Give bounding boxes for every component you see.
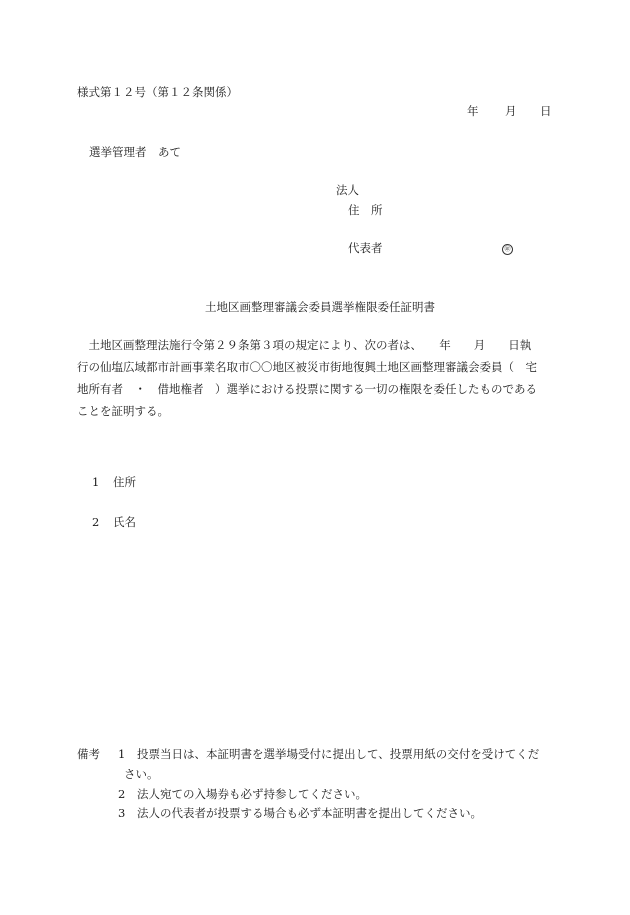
corporation-address-label: 住 所	[348, 203, 383, 217]
item-label-name: 氏名	[113, 515, 136, 529]
item-number: 1	[92, 475, 100, 489]
note-text: 法人の代表者が投票する場合も必ず本証明書を提出してください。	[137, 806, 482, 820]
form-number: 様式第１２号（第１２条関係）	[77, 85, 238, 99]
remarks-label: 備考	[77, 747, 100, 761]
addressee: 選挙管理者 あて	[89, 145, 181, 159]
item-number: 2	[92, 515, 100, 529]
body-line: 地所有者 ・ 借地権者 ）選挙における投票に関する一切の権限を委任したものである	[77, 382, 537, 396]
body-line: ことを証明する。	[77, 404, 169, 418]
date-month: 月	[505, 104, 517, 118]
item-label-address: 住所	[113, 475, 136, 489]
representative-label: 代表者	[348, 241, 383, 255]
document-title: 土地区画整理審議会委員選挙権限委任証明書	[205, 300, 435, 314]
body-paragraph	[77, 334, 555, 422]
seal-icon: ㊞	[502, 244, 513, 255]
body-line: 土地区画整理法施行令第２９条第３項の規定により、次の者は、 年 月 日執	[77, 338, 532, 352]
note-text: 法人宛ての入場券も必ず持参してください。	[137, 787, 367, 801]
note-number: 3	[118, 806, 126, 820]
date-day: 日	[540, 104, 552, 118]
note-text: 投票当日は、本証明書を選挙場受付に提出して、投票用紙の交付を受けてくだ	[137, 747, 540, 761]
corporation-label: 法人	[336, 183, 359, 197]
note-number: 1	[118, 747, 126, 761]
body-line: 行の仙塩広域都市計画事業名取市〇〇地区被災市街地復興土地区画整理審議会委員（ 宅	[77, 360, 537, 374]
note-text-continued: さい。	[124, 767, 159, 781]
note-number: 2	[118, 787, 126, 801]
date-year: 年	[467, 104, 479, 118]
seal-mark	[502, 240, 513, 256]
